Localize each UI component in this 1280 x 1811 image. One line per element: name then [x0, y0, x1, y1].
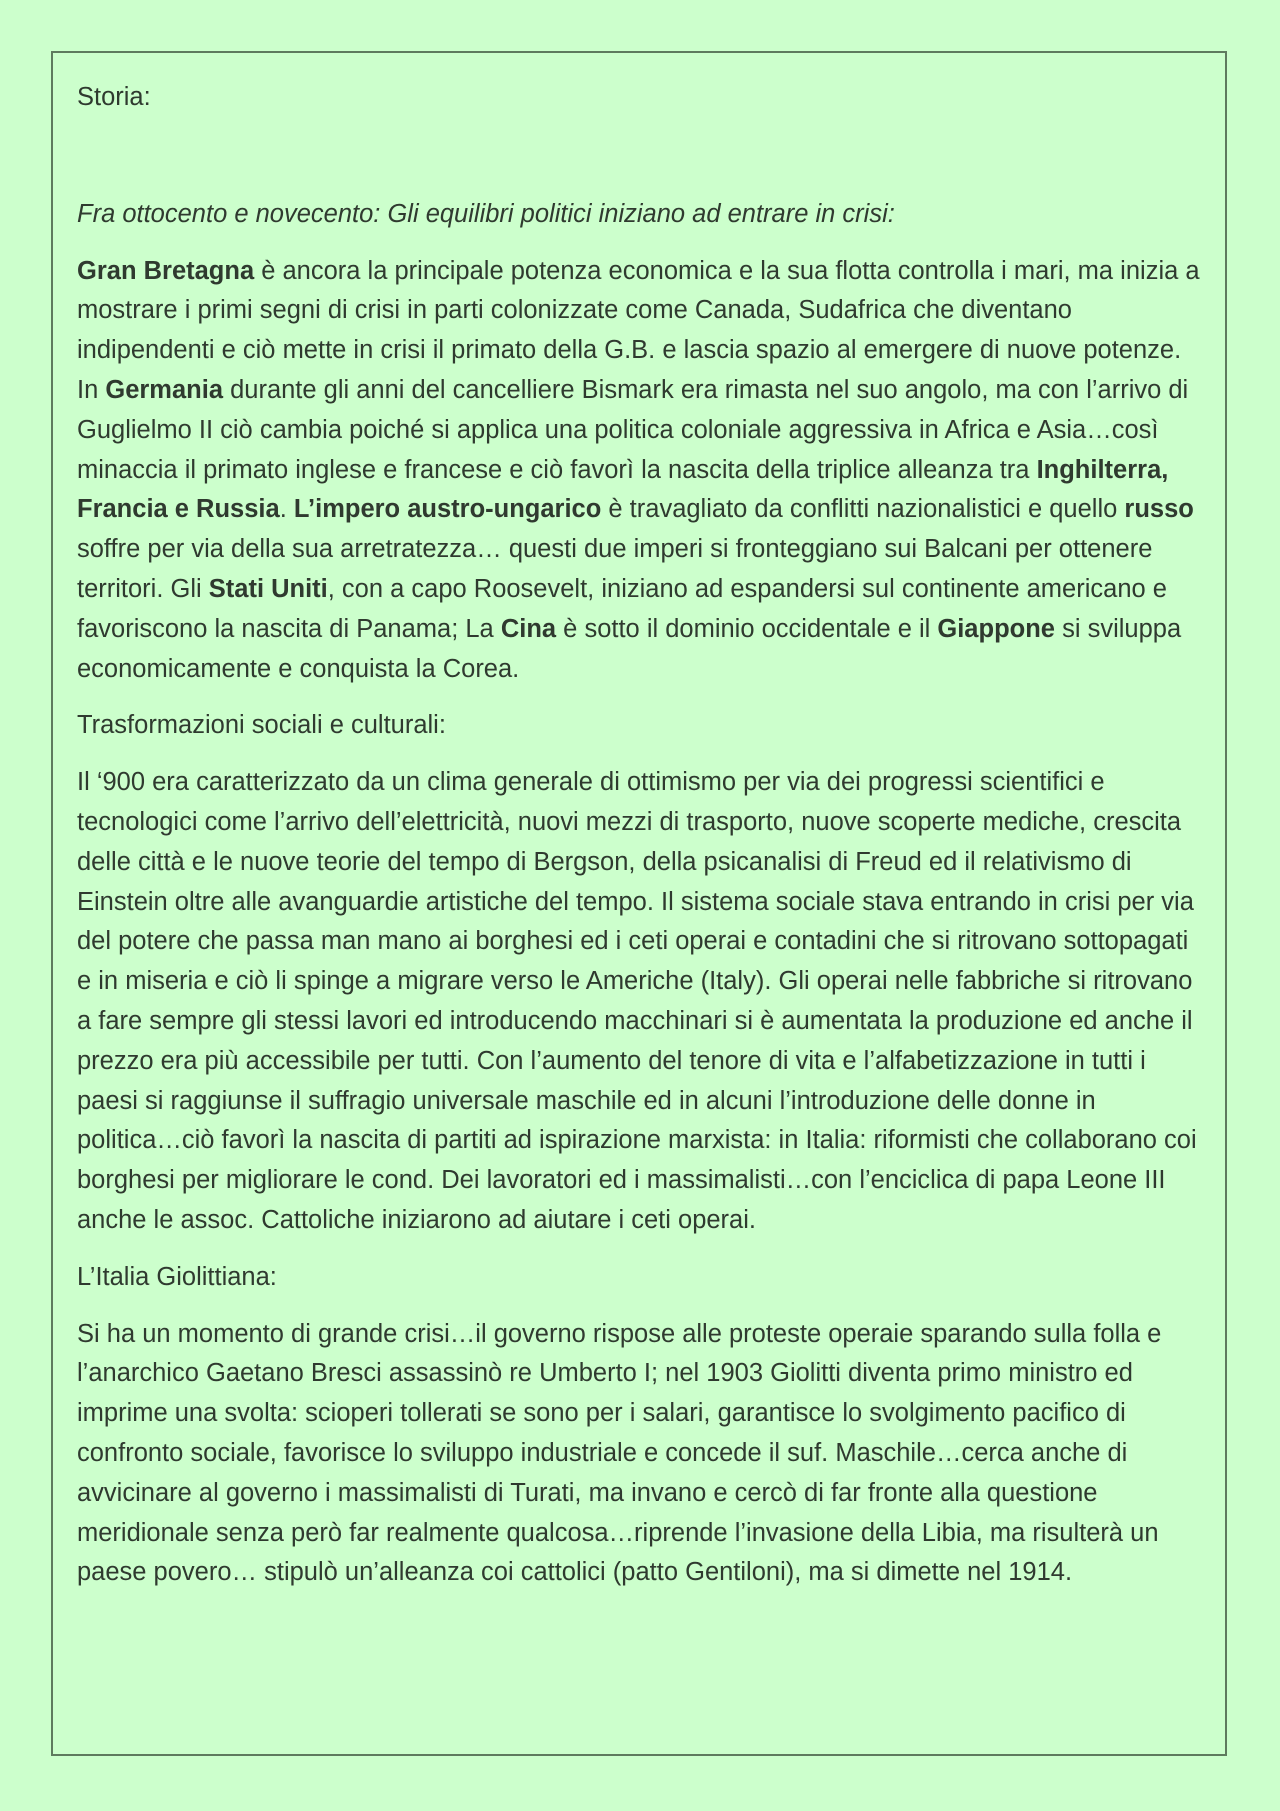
bold-term: Stati Uniti — [208, 574, 328, 603]
paragraph-text: è sotto il dominio occidentale e il — [556, 614, 938, 643]
bold-term: Inghilterra, Francia e Russia — [77, 455, 1169, 524]
paragraph-text: soffre per via della sua arretratezza… questi due imperi si fronteggiano sui Balcani per ottenere territori. Gli — [77, 535, 1153, 603]
paragraph-trasformazioni: Il ‘900 era caratterizzato da un clima generale di ottimismo per via dei progressi scientifici e tecnologici come l’arrivo dell’elettricità, nuovi mezzi di trasporto, nuove scoperte mediche, crescita delle città e le nuove teorie del tempo di Bergson, della psicanalisi di Freud ed il relativismo di Einstein oltre alle avanguardie artistiche del tempo. Il sistema sociale stava entrando in crisi per via del potere che passa man mano ai borghesi ed i ceti operai e contadini che si ritrovano sottopagati e in miseria e ciò li spinge a migrare verso le Americhe (Italy). Gli operai nelle fabbriche si ritrovano a fare sempre gli stessi lavori ed introducendo macchinari si è aumentata la produzione ed anche il prezzo era più accessibile per tutti. Con l’aumento del tenore di vita e l’alfabetizzazione in tutti i paesi si raggiunse il suffragio universale maschile ed in alcuni l’introduzione delle donne in politica…ciò favorì la nascita di partiti ad ispirazione marxista: in Italia: riformisti che collaborano coi borghesi per migliorare le cond. Dei lavoratori ed i massimalisti…con l’enciclica di papa Leone III anche le assoc. Cattoliche iniziarono ad aiutare i ceti operai. — [77, 768, 1197, 1234]
bold-term: L’impero austro-ungarico — [293, 495, 602, 524]
section-heading-equilibri: Fra ottocento e novecento: Gli equilibri politici iniziano ad entrare in crisi: — [77, 199, 895, 228]
document-title: Storia: — [77, 83, 151, 111]
paragraph-text: è ancora la principale potenza economica e la sua flotta controlla i mari, ma inizia a mostrare i primi segni di crisi in parti colonizzate come Canada, Sudafrica che diventano indipendenti e ciò mette in crisi il primato della G.B. e lascia spazio al emergere di nuove potenze. In — [77, 256, 1200, 404]
bold-term: Gran Bretagna — [77, 256, 255, 285]
paragraph-text: , con a capo Roosevelt, iniziano ad espandersi sul continente americano e favoriscono la nascita di Panama; La — [77, 574, 1167, 643]
paragraph-text: . — [279, 495, 294, 524]
paragraph-text: durante gli anni del cancelliere Bismark era rimasta nel suo angolo, ma con l’arrivo di Guglielmo II ciò cambia poiché si applica una politica coloniale aggressiva in Africa e Asia…così minaccia il primato inglese e francese e ciò favorì la nascita della triplice alleanza tra — [77, 375, 1189, 484]
document-body — [77, 78, 1203, 1610]
bold-term: russo — [1124, 495, 1194, 524]
bold-term: Germania — [105, 375, 223, 404]
paragraph-text: è travagliato da conflitti nazionalistici e quello — [601, 495, 1125, 524]
paragraph-italia-giolittiana: Si ha un momento di grande crisi…il governo rispose alle proteste operaie sparando sulla folla e l’anarchico Gaetano Bresci assassinò re Umberto I; nel 1903 Giolitti diventa primo ministro ed imprime una svolta: scioperi tollerati se sono per i salari, garantisce lo svolgimento pacifico di confronto sociale, favorisce lo sviluppo industriale e concede il suf. Maschile…cerca anche di avvicinare al governo i massimalisti di Turati, ma invano e cercò di far fronte alla questione meridionale senza però far realmente qualcosa…riprende l’invasione della Libia, ma risulterà un paese povero… stipulò un’alleanza coi cattolici (patto Gentiloni), ma si dimette nel 1914. — [77, 1319, 1162, 1587]
section-heading-trasformazioni: Trasformazioni sociali e culturali: — [77, 711, 446, 740]
bold-term: Cina — [500, 614, 557, 643]
section-heading-italia-giolittiana: L’Italia Giolittiana: — [77, 1262, 277, 1291]
paragraph-equilibri — [77, 252, 1203, 690]
bold-term: Giappone — [937, 614, 1055, 643]
paragraph-text: si sviluppa economicamente e conquista la Corea. — [77, 614, 1182, 683]
